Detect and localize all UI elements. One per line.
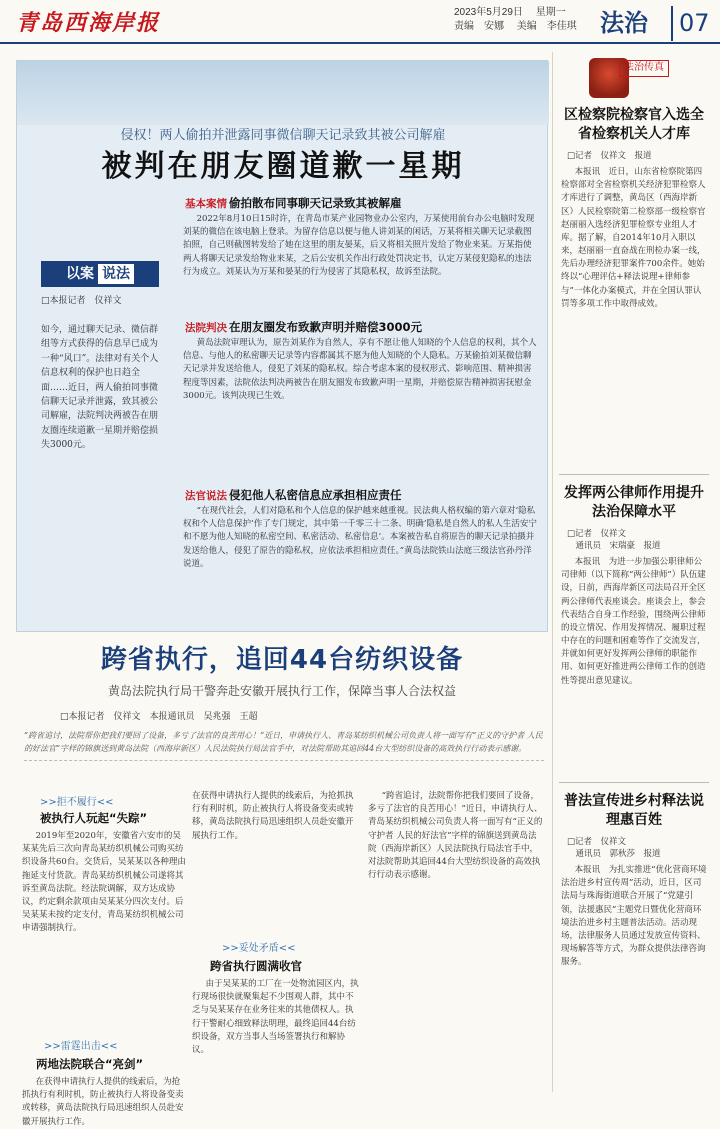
section-title: 侵犯他人私密信息应承担相应责任 xyxy=(229,488,402,502)
brief-byline: □记者 仪祥文 报道 xyxy=(567,151,652,161)
designer-name: 李佳琪 xyxy=(546,21,577,32)
brief-title: 普法宣传进乡村释法说理惠百姓 xyxy=(564,793,704,828)
designer-label: 美编 xyxy=(516,21,537,32)
brief-body: 本报讯 近日，山东省检察院第四检察部对全省检察机关经济犯罪检察人才库进行了调整，黄岛区（西海岸新区）人民检察院第二检察部一级检察官赵丽丽入选经济犯罪检察专业组人才库。据了解，自2014年10月入职以来，赵丽丽一直奋战在刑检办案一线，先后办理经济犯罪案件700余件。她始终以“心理评估+释法说理+律师参与”一体化办案模式，并在全国认罪认罚等多项工作中取得成效。 xyxy=(561,167,706,309)
right-column xyxy=(552,52,712,1092)
brief-byline: □记者 仪祥文 通讯员 宋瑞豪 报道 xyxy=(567,529,661,552)
section-body: 2022年8月10日15时许，在青岛市某产业园物业办公室内，万某使用前台办公电脑时发现刘某的微信在该电脑上登录。为留存信息以便与他人讲刘某的闲话，万某将相关聊天记录截图拍照，自己则截图转发给了她在这里的朋友晏某，后又将相关照片发给了物业来某。万某指使两人将聊天记录发给物业来某，之后公安机关作出行政处罚决定书，认定万某侵犯隐私的违法行为成立。刘某认为万某和晏某的行为侵害了其隐私权，故诉至法院。 xyxy=(183,214,535,277)
hero-banner-image xyxy=(17,61,549,125)
brief-title: 区检察院检察官入选全省检察机关人才库 xyxy=(564,107,704,142)
section-tag: 法院判决 xyxy=(185,322,227,334)
section-body: 在获得申请执行人提供的线索后，为抢抓执行有利时机，防止被执行人将设备变卖或转移，黄岛法院执行局迅速组织人员赴安徽开展执行工作。 xyxy=(22,1077,184,1127)
section-title: 偷拍散布同事聊天记录致其被解雇 xyxy=(229,196,402,210)
story-privacy-case xyxy=(16,60,548,632)
issue-date: 2023年5月29日 xyxy=(454,7,523,18)
section-title: 在朋友圈发布致歉声明并赔偿3000元 xyxy=(229,320,423,334)
story1-byline: □本报记者 仪祥文 xyxy=(41,296,122,306)
column-tag-a: 以案 xyxy=(66,266,94,282)
section-body: 黄岛法院审理认为，原告刘某作为自然人，享有不愿让他人知晓的个人信息的权利，其个人信息、与他人的私密聊天记录等内容都属其不愿为他人知晓的个人隐私。万某偷拍刘某微信聊天记录并发送给他人，侵犯了刘某的隐私权。综合考虑本案的侵权形式、影响范围、精神损害程度等因素，法院依法判决两被告在朋友圈发布致歉声明一星期，并赔偿原告精神损害抚慰金3000元。该判决现已生效。 xyxy=(183,338,537,401)
issue-weekday: 星期一 xyxy=(535,7,566,18)
section-kicker: >>妥处矛盾<< xyxy=(222,943,296,954)
section-title: 跨省执行圆满收官 xyxy=(210,959,302,973)
section-tag: 基本案情 xyxy=(185,198,227,210)
section-body: 2019年至2020年，安徽省六安市的吴某某先后三次向青岛某纺织机械公司购买纺织设备共60台。交货后，吴某某以各种理由拖延支付货款。青岛某纺织机械公司遂将其诉至黄岛法院。经法院调解，双方达成协议，约定剩余款项由吴某某分四次支付。后吴某某未按约定支付，青岛某纺织机械公司申请强制执行。 xyxy=(22,831,186,934)
section-heading xyxy=(185,319,422,336)
divider xyxy=(559,782,709,783)
story2-byline: □本报记者 仪祥文 本报通讯员 吴兆强 王超 xyxy=(60,712,258,722)
page-number: 07 xyxy=(671,6,710,41)
story2-subtitle: 黄岛法院执行局干警奔赴安徽开展执行工作，保障当事人合法权益 xyxy=(107,684,456,698)
section-heading xyxy=(185,487,402,504)
story1-title: 被判在朋友圈道歉一星期 xyxy=(101,149,465,184)
section-title: 被执行人玩起“失踪” xyxy=(40,811,148,825)
section-name: 法治 xyxy=(600,9,648,37)
paper-name: 青岛西海岸报 xyxy=(16,10,161,36)
story2-title: 跨省执行，追回44台纺织设备 xyxy=(100,645,464,675)
section-kicker: >>雷霆出击<< xyxy=(44,1041,118,1052)
date-block xyxy=(454,6,587,34)
story1-subhead: 侵权！两人偷拍并泄露同事微信聊天记录致其被公司解雇 xyxy=(120,128,446,143)
section-kicker: >>拒不履行<< xyxy=(40,797,114,808)
divider xyxy=(559,474,709,475)
story2-quote: “跨省追讨，法院帮你把我们要回了设备，多亏了法官的良苦用心！”近日，申请执行人、青岛某纺织机械公司负责人将一面写有“正义的守护者 人民的好法官”字样的锦旗送到黄岛法院（西海岸新区）人民法院执行局法官手中，对法院帮助其追回44台大型纺织设备的高效执行行动表示感谢。 xyxy=(24,730,544,761)
section-body-continued: 在获得申请执行人提供的线索后，为抢抓执行有利时机，防止被执行人将设备变卖或转移，黄岛法院执行局迅速组织人员赴安徽开展执行工作。 xyxy=(192,791,354,841)
brief-title: 发挥两公律师作用提升法治保障水平 xyxy=(564,485,704,520)
column-tag xyxy=(41,261,159,287)
column-label: 法治传真 xyxy=(619,60,669,77)
section-body: “在现代社会，人们对隐私和个人信息的保护越来越重视。民法典人格权编的第六章对‘隐私权和个人信息保护’作了专门规定，其中第一千零三十二条、明确‘隐私是自然人的私人生活安宁和不愿为他人知晓的私密空间、私密活动、私密信息’。本案被告私自将原告的聊天记录拍摄并发送给他人，侵犯了原告的隐私权，应依法承担相应责任。”黄岛法院铁山法庭三级法官孙丹洋说道。 xyxy=(183,506,537,569)
brief-body: 本报讯 为进一步加强公职律师公司律师（以下简称“两公律师”）队伍建设，日前，西海岸新区司法局召开全区两公律师代表座谈会。座谈会上，参会代表结合自身工作经验，围绕两公律师的设立情况、作用发挥情况、履职过程中存在的问题和困难等作了交流发言，并就如何更好发挥两公律师的职能作用、如何更好推进两公律师工作的创造性等提出意见建议。 xyxy=(561,557,706,686)
section-title: 两地法院联合“亮剑” xyxy=(36,1057,144,1071)
brief-byline: □记者 仪祥文 通讯员 郭秋莎 报道 xyxy=(567,837,661,860)
section-tag: 法官说法 xyxy=(185,490,227,502)
section-body-continued: “跨省追讨，法院帮你把我们要回了设备，多亏了法官的良苦用心！”近日，申请执行人、青岛某纺织机械公司负责人将一面写有“正义的守护者 人民的好法官”字样的锦旗送到黄岛法院（西海岸新区）人民法院执行局法官手中，对法院帮助其追回44台大型纺织设备的高效执行行动表示感谢。 xyxy=(368,791,543,881)
editor-label: 责编 xyxy=(454,21,474,32)
column-tag-b: 说法 xyxy=(98,264,134,284)
masthead xyxy=(0,0,720,44)
story1-lead: 如今，通过聊天记录、微信群组等方式获得的信息早已成为一种“风口”。法律对有关个人信息权利的保护也日趋全面……近日，两人偷拍同事微信聊天记录并泄露，致其被公司解雇，法院判决两被告在朋友圈连续道歉一星期并赔偿损失3000元。 xyxy=(41,325,159,451)
section-body: 由于吴某某的工厂在一处物流园区内，执行现场很快就聚集起不少围观人群，其中不乏与吴某某存在业务往来的其他债权人。执行干警耐心细致释法明理，最终追回44台纺织设备，双方当事人当场签署执行和解协议。 xyxy=(192,979,359,1055)
section-heading xyxy=(185,195,402,212)
brief-body: 本报讯 为扎实推进“优化营商环境法治进乡村宣传周”活动，近日，区司法局与珠海街道联合开展了“党建引领，法援惠民”主题党日暨优化营商环境法治进乡村主题普法活动。活动现场，法律服务人员通过发放宣传资料、现场解答等方式，为群众提供法律咨询服务。 xyxy=(561,865,707,968)
editor-name: 安娜 xyxy=(484,21,504,32)
